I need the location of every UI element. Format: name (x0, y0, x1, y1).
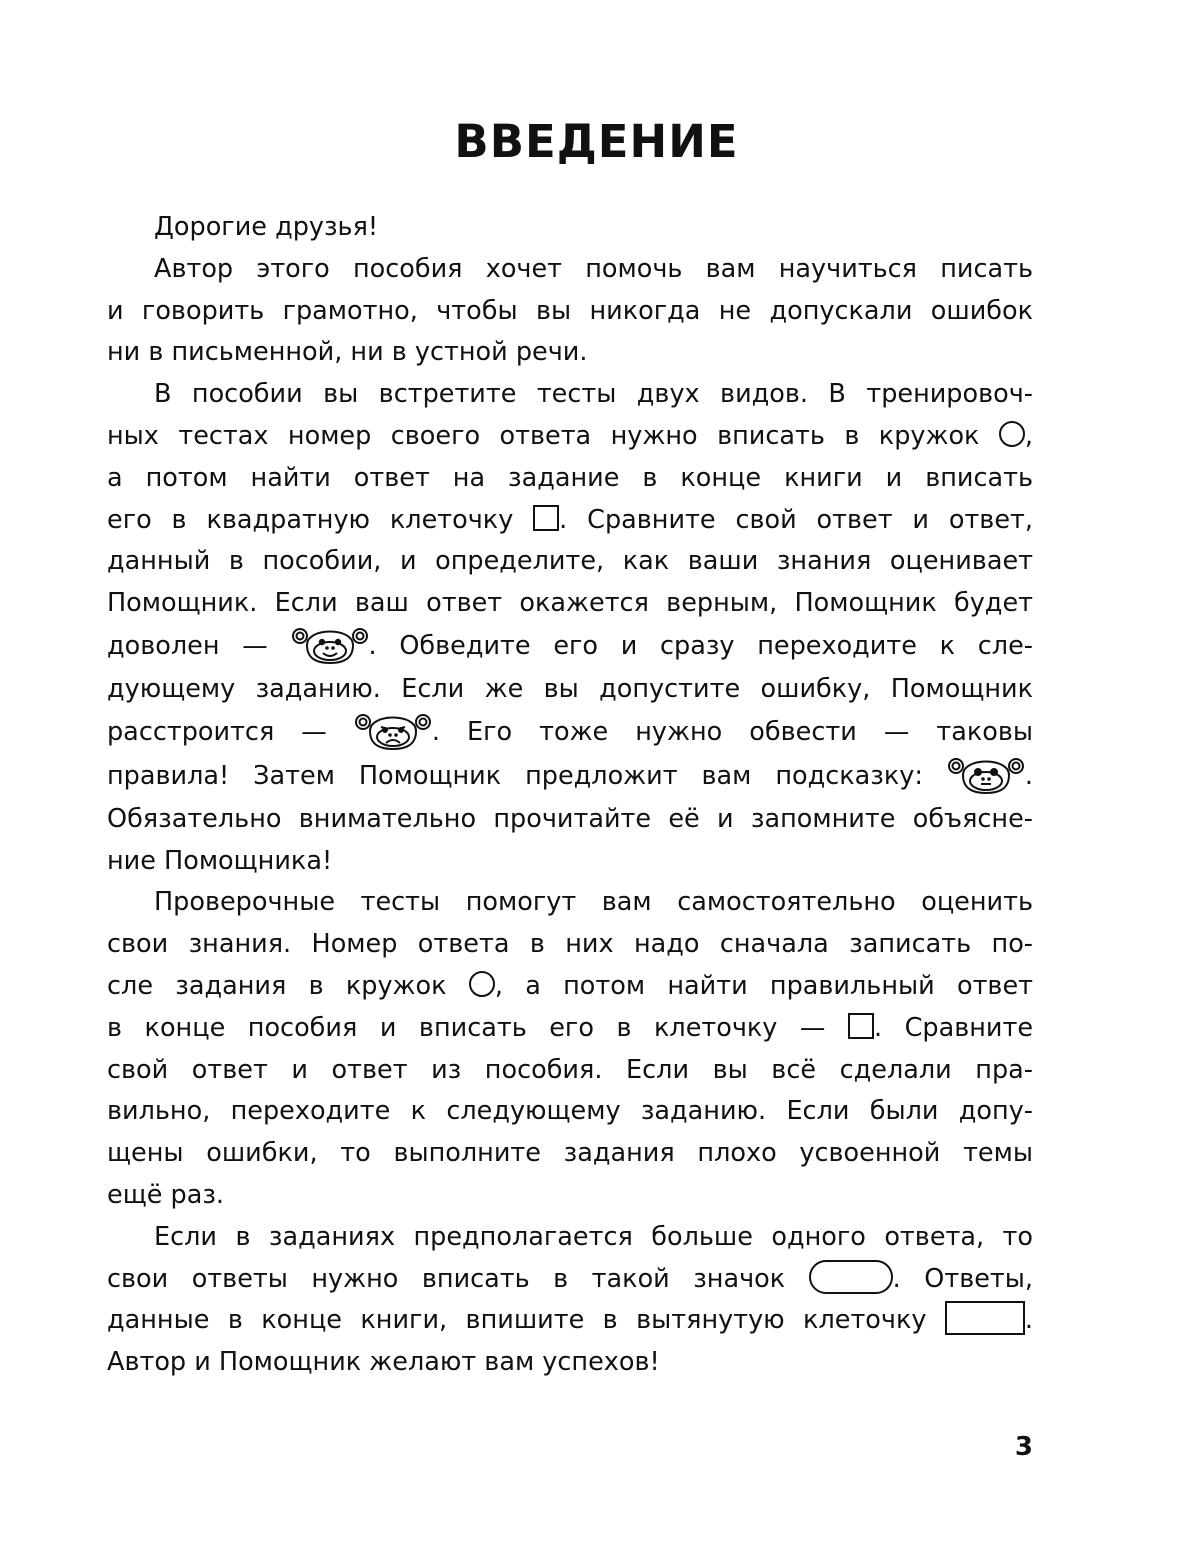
paragraph-2-line-1: В пособии вы встретите тесты двух видов. В тренировоч- (154, 379, 1033, 410)
monkey-sad-icon (354, 707, 432, 751)
paragraph-2-line-3: а потом найти ответ на задание в конце книги и вписать (107, 462, 1033, 493)
circle-icon (469, 971, 495, 997)
paragraph-1-line-3: ни в письменной, ни в устной речи. (107, 337, 588, 368)
square-icon (533, 505, 559, 531)
paragraph-4-line-2: свои ответы нужно вписать в такой значок . Ответы, (107, 1259, 1033, 1301)
paragraph-2-line-7: доволен — . Обведите его и сразу переходите к сле- (107, 625, 1033, 669)
paragraph-2 (107, 374, 1033, 882)
oval-icon (809, 1260, 893, 1294)
paragraph-3-line-5: свой ответ и ответ из пособия. Если вы всё сделали пра- (107, 1054, 1033, 1085)
paragraph-3-line-4: в конце пособия и вписать его в клеточку — . Сравните (107, 1012, 1034, 1043)
greeting: Дорогие друзья! (154, 212, 379, 242)
circle-icon (999, 421, 1025, 447)
paragraph-2-line-5: данный в пособии, и определите, как ваши знания оценивает (107, 546, 1033, 577)
paragraph-3-line-1: Проверочные тесты помогут вам самостоятельно оценить (154, 887, 1033, 918)
paragraph-2-line-6: Помощник. Если ваш ответ окажется верным, Помощник будет (107, 588, 1033, 619)
paragraph-3-line-7: щены ошибки, то выполните задания плохо усвоенной темы (107, 1138, 1033, 1169)
paragraph-2-line-8: дующему заданию. Если же вы допустите ошибку, Помощник (107, 673, 1033, 704)
paragraph-1-line-1: Автор этого пособия хочет помочь вам научиться писать (154, 253, 1033, 284)
paragraph-2-line-10: правила! Затем Помощник предложит вам подсказку: . (107, 755, 1033, 799)
body-text (107, 207, 1033, 1384)
paragraph-2-line-12: ние Помощника! (107, 845, 333, 876)
square-icon (848, 1013, 874, 1039)
rectangle-icon (945, 1301, 1025, 1335)
paragraph-4-line-4: Автор и Помощник желают вам успехов! (107, 1347, 660, 1378)
paragraph-3-line-8: ещё раз. (107, 1179, 224, 1210)
page-number: 3 (1014, 1432, 1033, 1462)
paragraph-3-line-6: вильно, переходите к следующему заданию. Если были допу- (107, 1096, 1033, 1127)
paragraph-2-line-4: его в квадратную клеточку . Сравните свой ответ и ответ, (107, 504, 1033, 535)
paragraph-3 (107, 882, 1033, 1216)
paragraph-1-line-2: и говорить грамотно, чтобы вы никогда не допускали ошибок (107, 295, 1033, 326)
paragraph-2-line-11: Обязательно внимательно прочитайте её и запомните объясне- (107, 803, 1033, 834)
paragraph-4-line-1: Если в заданиях предполагается больше одного ответа, то (154, 1221, 1033, 1252)
paragraph-2-line-2: ных тестах номер своего ответа нужно вписать в кружок , (107, 420, 1034, 451)
paragraph-3-line-3: сле задания в кружок , а потом найти правильный ответ (107, 970, 1034, 1001)
paragraph-1 (107, 249, 1033, 374)
monkey-hint-icon (947, 751, 1025, 795)
paragraph-3-line-2: свои знания. Номер ответа в них надо сначала записать по- (107, 929, 1033, 960)
page-title: ВВЕДЕНИЕ (454, 115, 739, 168)
paragraph-2-line-9: расстроится — . Его тоже нужно обвести — таковы (107, 711, 1033, 755)
monkey-happy-icon (291, 621, 369, 665)
paragraph-4 (107, 1217, 1033, 1384)
paragraph-4-line-3: данные в конце книги, впишите в вытянутую клеточку . (107, 1300, 1033, 1342)
